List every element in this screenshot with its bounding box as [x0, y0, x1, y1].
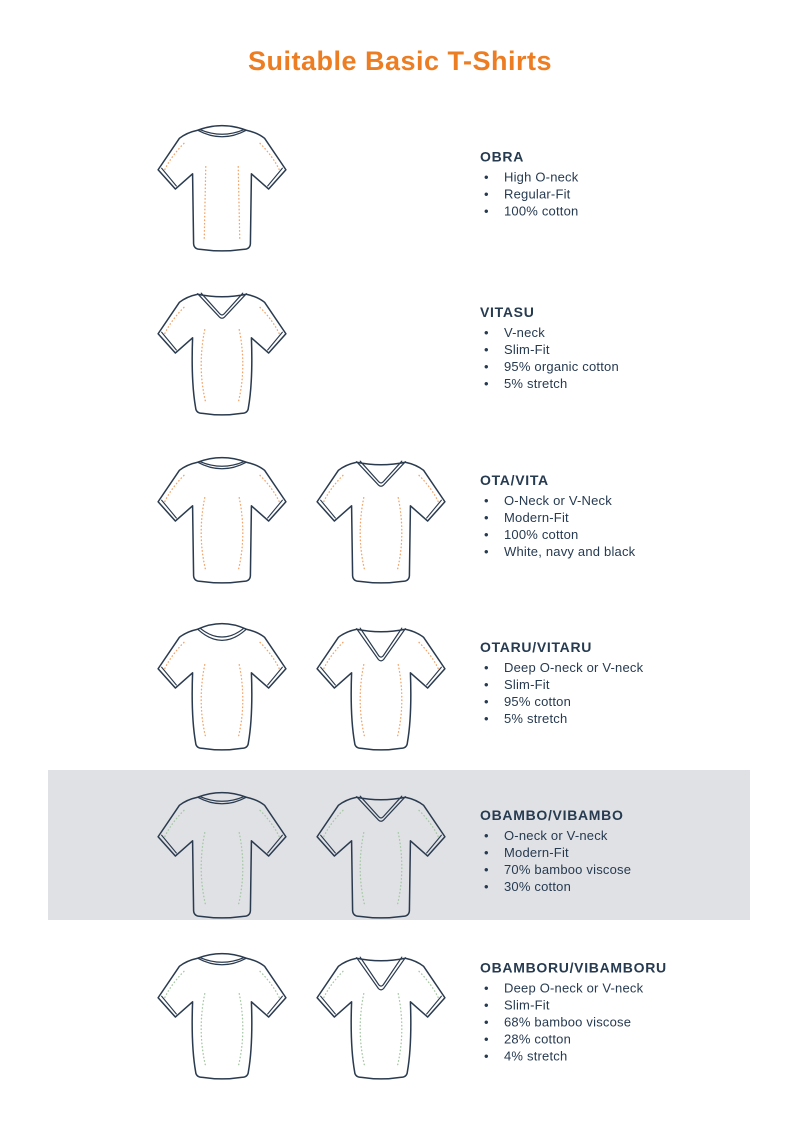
feature-text: 100% cotton: [504, 526, 579, 542]
feature-item: [480, 693, 780, 710]
feature-item: [480, 1030, 780, 1047]
feature-item: [480, 526, 780, 543]
bullet-icon: •: [484, 997, 489, 1012]
feature-text: 95% organic cotton: [504, 358, 619, 374]
feature-text: O-Neck or V-Neck: [504, 492, 612, 508]
feature-text: Deep O-neck or V-neck: [504, 659, 644, 675]
tshirt-deep-v-neck-illustration: [310, 615, 452, 757]
bullet-icon: •: [484, 878, 489, 894]
shirt-illustrations: [151, 448, 452, 590]
feature-text: V-neck: [504, 324, 545, 340]
feature-item: [480, 324, 780, 341]
tshirt-deep-v-neck-illustration: [310, 944, 452, 1086]
product-info: [480, 807, 780, 895]
bullet-icon: •: [484, 169, 489, 184]
product-name: OTA/VITA: [480, 471, 549, 488]
feature-item: [480, 185, 780, 202]
bullet-icon: •: [484, 358, 489, 374]
feature-text: 70% bamboo viscose: [504, 861, 632, 877]
product-name: OBAMBORU/VIBAMBORU: [480, 959, 667, 975]
product-row-obamboru-vibamboru: [0, 944, 800, 1089]
feature-list: [480, 492, 780, 560]
bullet-icon: •: [484, 186, 489, 201]
tshirt-v-neck-illustration: [151, 280, 293, 422]
feature-text: 68% bamboo viscose: [504, 1014, 632, 1029]
bullet-icon: •: [484, 1031, 489, 1046]
feature-text: 95% cotton: [504, 693, 572, 709]
tshirt-v-neck-illustration: [310, 448, 452, 590]
shirt-illustrations: [151, 783, 452, 925]
feature-item: [480, 659, 780, 676]
product-row-ota-vita: [0, 448, 800, 593]
feature-item: [480, 1047, 780, 1064]
bullet-icon: •: [484, 827, 489, 843]
bullet-icon: •: [484, 1014, 489, 1029]
feature-list: [480, 324, 780, 392]
product-info: [480, 959, 780, 1064]
tshirt-o-neck-illustration: [151, 944, 293, 1086]
feature-text: High O-neck: [504, 169, 579, 184]
feature-item: [480, 878, 780, 895]
bullet-icon: •: [484, 509, 489, 525]
feature-item: [480, 861, 780, 878]
product-info: [480, 148, 780, 219]
tshirt-o-neck-illustration: [151, 448, 293, 590]
feature-text: O-neck or V-neck: [504, 827, 608, 843]
feature-item: [480, 509, 780, 526]
feature-item: [480, 1013, 780, 1030]
feature-text: 5% stretch: [504, 710, 568, 726]
feature-list: [480, 827, 780, 895]
bullet-icon: •: [484, 324, 489, 340]
feature-text: 30% cotton: [504, 878, 572, 894]
feature-list: [480, 659, 780, 727]
feature-text: Slim-Fit: [504, 997, 550, 1012]
feature-text: Slim-Fit: [504, 341, 550, 357]
bullet-icon: •: [484, 844, 489, 860]
bullet-icon: •: [484, 659, 489, 675]
feature-item: [480, 710, 780, 727]
bullet-icon: •: [484, 203, 489, 218]
product-row-otaru-vitaru: [0, 615, 800, 760]
feature-item: [480, 996, 780, 1013]
feature-item: [480, 341, 780, 358]
feature-text: 4% stretch: [504, 1048, 568, 1063]
tshirt-o-neck-illustration: [151, 783, 293, 925]
feature-item: [480, 676, 780, 693]
product-name: OTARU/VITARU: [480, 638, 593, 655]
feature-item: [480, 202, 780, 219]
bullet-icon: •: [484, 375, 489, 391]
feature-item: [480, 979, 780, 996]
product-info: [480, 304, 780, 392]
bullet-icon: •: [484, 526, 489, 542]
page-title: Suitable Basic T-Shirts: [247, 46, 553, 76]
bullet-icon: •: [484, 710, 489, 726]
feature-item: [480, 492, 780, 509]
feature-text: Slim-Fit: [504, 676, 550, 692]
tshirt-deep-o-neck-illustration: [151, 615, 293, 757]
feature-item: [480, 168, 780, 185]
feature-item: [480, 358, 780, 375]
feature-item: [480, 375, 780, 392]
feature-text: Regular-Fit: [504, 186, 571, 201]
feature-text: 28% cotton: [504, 1031, 572, 1046]
feature-item: [480, 827, 780, 844]
feature-text: Modern-Fit: [504, 509, 569, 525]
feature-text: White, navy and black: [504, 543, 636, 559]
bullet-icon: •: [484, 861, 489, 877]
shirt-illustrations: [151, 944, 452, 1086]
feature-text: 5% stretch: [504, 375, 568, 391]
bullet-icon: •: [484, 492, 489, 508]
feature-text: Modern-Fit: [504, 844, 569, 860]
feature-text: Deep O-neck or V-neck: [504, 980, 644, 995]
bullet-icon: •: [484, 693, 489, 709]
product-name: OBAMBO/VIBAMBO: [480, 806, 624, 823]
product-row-vitasu: [0, 280, 800, 425]
tshirt-v-neck-illustration: [310, 783, 452, 925]
bullet-icon: •: [484, 341, 489, 357]
product-row-obra: [0, 116, 800, 261]
tshirt-o-neck-illustration: [151, 116, 293, 258]
bullet-icon: •: [484, 543, 489, 559]
bullet-icon: •: [484, 1048, 489, 1063]
product-name: VITASU: [480, 303, 535, 320]
bullet-icon: •: [484, 980, 489, 995]
product-info: [480, 639, 780, 727]
feature-item: [480, 844, 780, 861]
product-row-obambo-vibambo: [0, 783, 800, 928]
bullet-icon: •: [484, 676, 489, 692]
product-name: OBRA: [480, 148, 525, 164]
shirt-illustrations: [151, 615, 452, 757]
shirt-illustrations: [151, 280, 293, 422]
product-info: [480, 472, 780, 560]
feature-list: [480, 168, 780, 219]
feature-item: [480, 543, 780, 560]
shirt-illustrations: [151, 116, 293, 258]
feature-text: 100% cotton: [504, 203, 579, 218]
feature-list: [480, 979, 780, 1064]
